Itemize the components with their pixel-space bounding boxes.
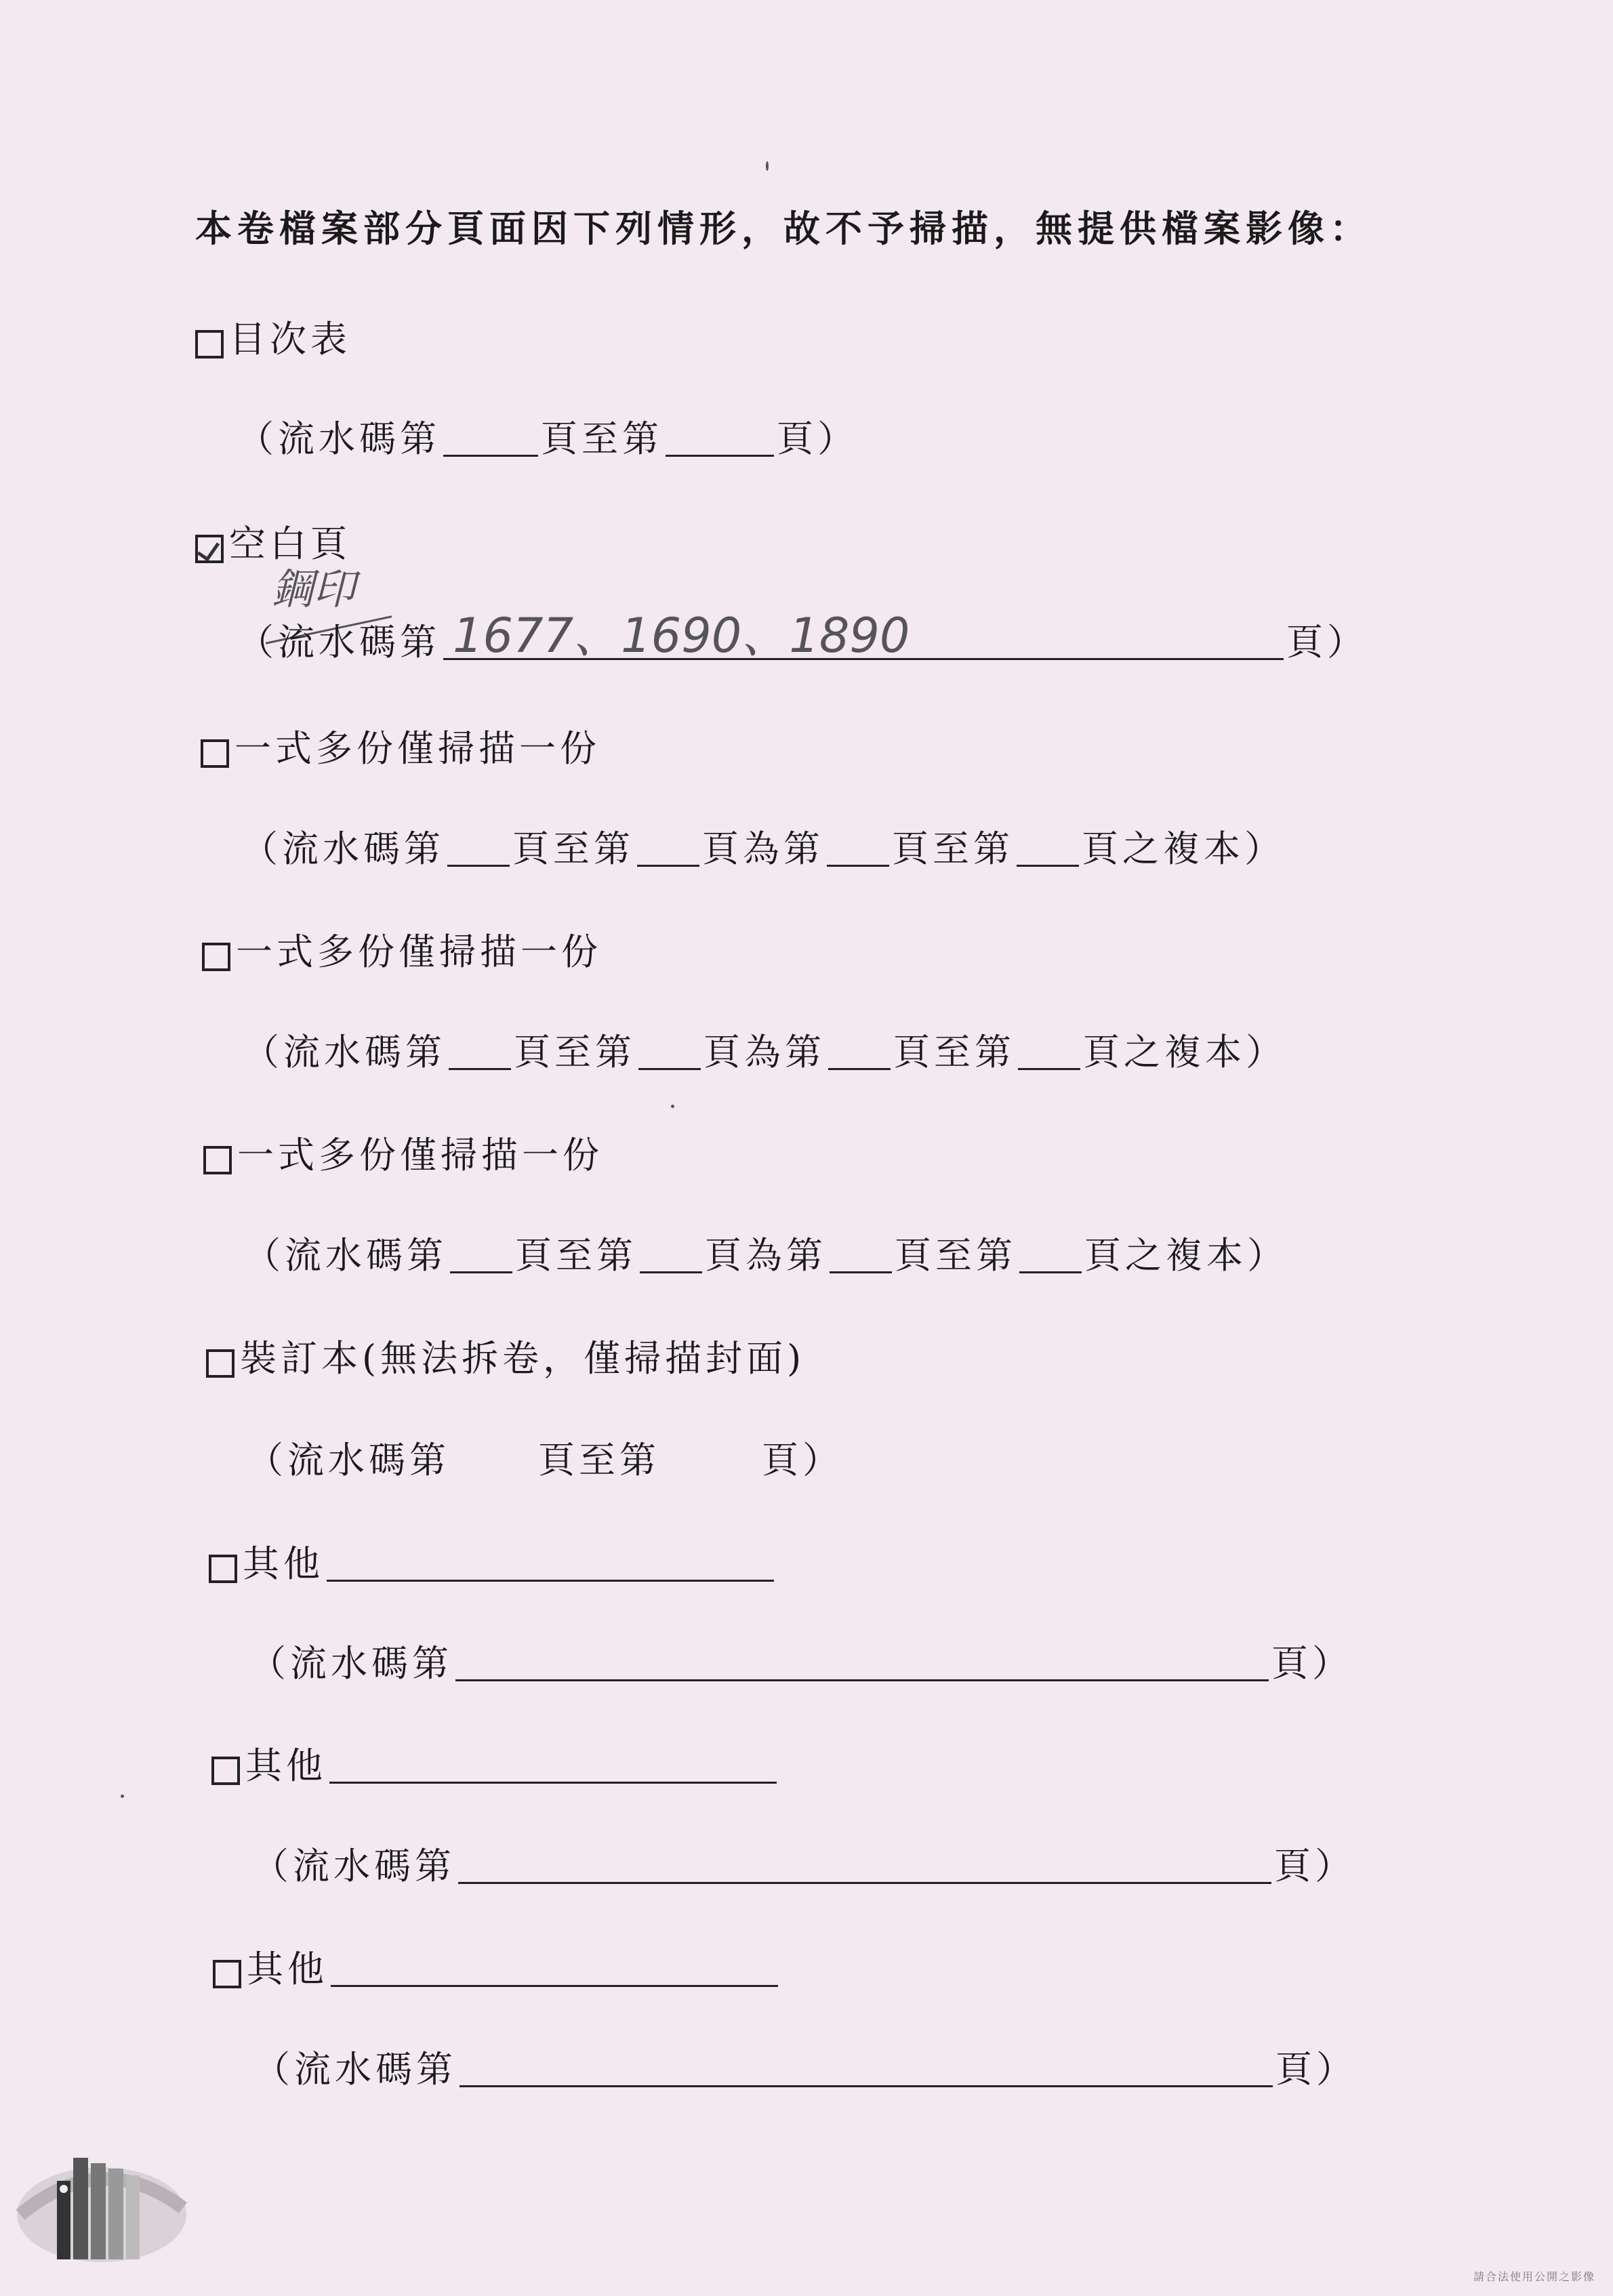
- other-field-1[interactable]: [327, 1573, 774, 1582]
- scan-mark: [121, 1795, 124, 1798]
- range-to: 頁至第: [541, 417, 663, 460]
- range-close: 頁）: [1286, 621, 1368, 663]
- range-as: 頁為第: [705, 1234, 827, 1277]
- range-open: （流水碼第: [253, 2048, 457, 2091]
- range-to: 頁至第: [538, 1439, 660, 1481]
- other-field-3[interactable]: [331, 1978, 778, 1987]
- range-to: 頁至第: [514, 1031, 636, 1073]
- range-close: 頁）: [1274, 1845, 1355, 1887]
- checkbox-copy-1[interactable]: [201, 739, 229, 768]
- bound-range: [247, 1431, 843, 1483]
- label-bound: 裝訂本(無法拆卷，僅掃描封面): [240, 1337, 806, 1380]
- range-open: （流水碼第: [244, 1234, 447, 1277]
- range-close: 頁）: [1271, 1642, 1353, 1685]
- blank-field[interactable]: [460, 2078, 1273, 2087]
- blank-field[interactable]: [638, 1061, 701, 1070]
- range-to: 頁至第: [512, 827, 634, 870]
- blank-field[interactable]: [447, 858, 510, 867]
- checkbox-other-1[interactable]: [209, 1555, 237, 1583]
- toc-range: [237, 410, 858, 462]
- checkbox-copy-3[interactable]: [203, 1146, 232, 1174]
- range-open: （流水碼第: [241, 827, 445, 870]
- blank-field[interactable]: [828, 1061, 891, 1070]
- item-other-3: [213, 1940, 781, 1992]
- blank-field[interactable]: [449, 1061, 511, 1070]
- range-open: （流水碼第: [252, 1845, 455, 1887]
- other-field-2[interactable]: [329, 1775, 777, 1784]
- copy-3-range: [244, 1227, 1288, 1279]
- range-open: （流水碼第: [247, 1439, 450, 1481]
- item-copy-1: [201, 720, 600, 772]
- label-other-1: 其他: [243, 1542, 324, 1585]
- range-to: 頁至第: [892, 827, 1014, 870]
- range-as: 頁為第: [703, 1031, 825, 1073]
- range-close: 頁）: [762, 1439, 843, 1481]
- range-open: （流水碼第: [237, 417, 441, 460]
- blank-field[interactable]: [666, 448, 774, 457]
- range-close: 頁）: [1275, 2048, 1357, 2091]
- label-toc: 目次表: [229, 318, 351, 361]
- range-to: 頁至第: [893, 1031, 1015, 1073]
- item-other-1: [209, 1535, 777, 1587]
- checkbox-other-3[interactable]: [213, 1960, 241, 1988]
- item-other-2: [211, 1737, 779, 1789]
- item-copy-3: [203, 1126, 603, 1178]
- blank-field[interactable]: [455, 1673, 1269, 1681]
- item-toc: [195, 310, 351, 363]
- blank-field[interactable]: [450, 1265, 512, 1273]
- other-2-range: [252, 1837, 1355, 1889]
- range-open: （流水碼第: [237, 621, 441, 663]
- copy-2-range: [243, 1023, 1286, 1075]
- page-title: 本卷檔案部分頁面因下列情形，故不予掃描，無提供檔案影像：: [195, 207, 1372, 250]
- blank-field[interactable]: [443, 448, 538, 457]
- blank-field[interactable]: [830, 1265, 892, 1273]
- label-other-3: 其他: [247, 1948, 328, 1990]
- label-copy-1: 一式多份僅掃描一份: [234, 727, 600, 770]
- handwritten-annotation: 鋼印: [271, 565, 356, 614]
- range-copy-end: 頁之複本）: [1083, 1031, 1286, 1073]
- other-1-range: [249, 1635, 1353, 1687]
- blank-field[interactable]: [1018, 1061, 1080, 1070]
- item-bound: [206, 1330, 805, 1382]
- copy-1-range: [241, 820, 1285, 872]
- scan-mark: [671, 1105, 674, 1108]
- archive-logo-icon: [14, 2133, 190, 2276]
- checkbox-other-2[interactable]: [211, 1757, 240, 1785]
- label-other-2: 其他: [245, 1744, 327, 1787]
- blank-field[interactable]: [458, 1875, 1271, 1884]
- checkbox-copy-2[interactable]: [202, 943, 230, 971]
- blank-field[interactable]: [1019, 1265, 1082, 1273]
- watermark: 請合法使用公開之影像: [1473, 2270, 1595, 2283]
- blank-field[interactable]: [637, 858, 699, 867]
- checkbox-toc[interactable]: [195, 330, 224, 358]
- range-copy-end: 頁之複本）: [1082, 827, 1285, 870]
- blank-field[interactable]: [1017, 858, 1079, 867]
- scan-mark: [766, 161, 769, 171]
- other-3-range: [253, 2041, 1357, 2093]
- range-open: （流水碼第: [249, 1642, 453, 1685]
- range-as: 頁為第: [702, 827, 824, 870]
- blank-field[interactable]: [640, 1265, 702, 1273]
- range-close: 頁）: [777, 417, 858, 460]
- range-copy-end: 頁之複本）: [1084, 1234, 1288, 1277]
- checkbox-blank[interactable]: [195, 535, 224, 563]
- item-copy-2: [202, 923, 602, 975]
- blank-field[interactable]: [827, 858, 889, 867]
- range-to: 頁至第: [895, 1234, 1017, 1277]
- label-blank: 空白頁: [229, 522, 351, 565]
- handwritten-pages: 1677、1690、1890: [453, 608, 910, 663]
- label-copy-3: 一式多份僅掃描一份: [237, 1134, 603, 1176]
- range-open: （流水碼第: [243, 1031, 446, 1073]
- range-to: 頁至第: [515, 1234, 637, 1277]
- checkbox-bound[interactable]: [206, 1349, 234, 1378]
- label-copy-2: 一式多份僅掃描一份: [236, 930, 602, 973]
